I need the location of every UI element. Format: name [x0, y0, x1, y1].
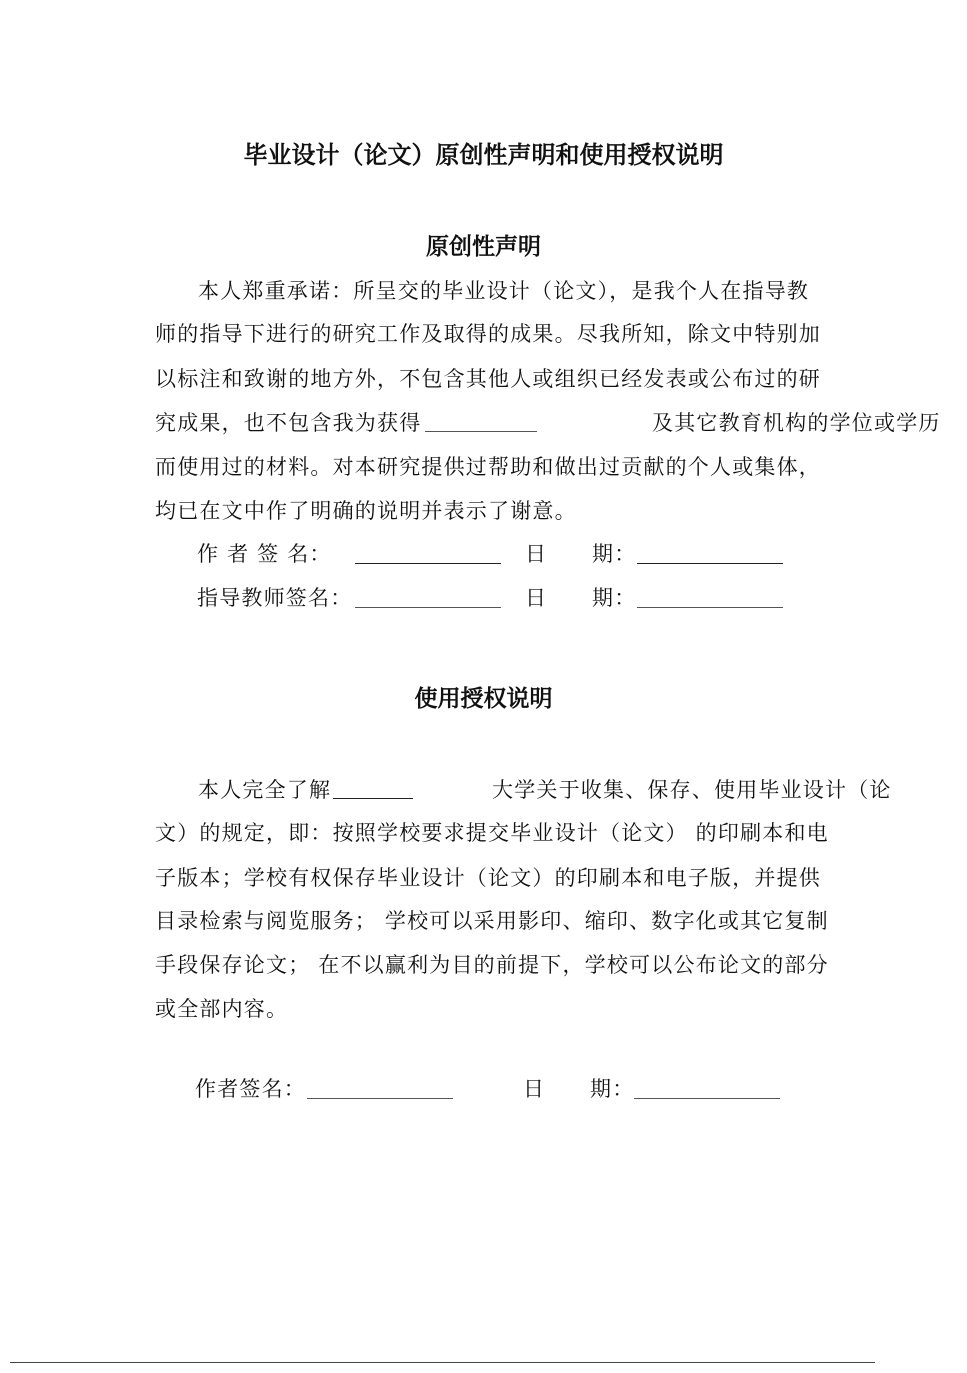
advisor-signature-field[interactable]	[355, 607, 501, 608]
paragraph-line: 手段保存论文； 在不以赢利为目的前提下，学校可以公布论文的部分	[155, 953, 829, 977]
date-label-period: 期：	[592, 542, 637, 566]
date-label-day: 日	[525, 542, 548, 566]
date-label-period: 期：	[590, 1077, 635, 1101]
date-label-day: 日	[525, 586, 548, 610]
paragraph-line: 目录检索与阅览服务； 学校可以采用影印、缩印、数字化或其它复制	[155, 909, 829, 933]
date-label-period: 期：	[592, 586, 637, 610]
paragraph-line: 本人郑重承诺：所呈交的毕业设计（论文），是我个人在指导教	[198, 279, 810, 303]
author-date-field[interactable]	[634, 1098, 780, 1099]
advisor-date-field[interactable]	[637, 607, 783, 608]
document-title: 毕业设计（论文）原创性声明和使用授权说明	[243, 141, 724, 169]
date-label-day: 日	[523, 1077, 546, 1101]
author-signature-label: 作 者 签 名：	[197, 542, 332, 566]
paragraph-line: 究成果，也不包含我为获得	[155, 411, 422, 435]
footer-divider	[10, 1362, 875, 1363]
author-date-field[interactable]	[637, 563, 783, 564]
originality-heading: 原创性声明	[426, 234, 541, 260]
paragraph-line: 以标注和致谢的地方外，不包含其他人或组织已经发表或公布过的研	[155, 367, 821, 391]
paragraph-line: 而使用过的材料。对本研究提供过帮助和做出过贡献的个人或集体，	[155, 455, 821, 479]
paragraph-line: 大学关于收集、保存、使用毕业设计（论	[492, 778, 892, 802]
authorization-heading: 使用授权说明	[414, 686, 553, 712]
paragraph-line: 子版本；学校有权保存毕业设计（论文）的印刷本和电子版，并提供	[155, 866, 821, 890]
paragraph-line: 及其它教育机构的学位或学历	[652, 411, 941, 435]
author-signature-field[interactable]	[355, 563, 501, 564]
paragraph-line: 均已在文中作了明确的说明并表示了谢意。	[155, 499, 577, 523]
advisor-signature-label: 指导教师签名：	[197, 586, 353, 610]
paragraph-line: 或全部内容。	[155, 997, 289, 1021]
paragraph-line: 师的指导下进行的研究工作及取得的成果。尽我所知，除文中特别加	[155, 322, 821, 346]
author-signature-field[interactable]	[307, 1098, 453, 1099]
paragraph-line: 本人完全了解	[198, 778, 332, 802]
paragraph-line: 文）的规定，即：按照学校要求提交毕业设计（论文） 的印刷本和电	[155, 821, 829, 845]
university-blank[interactable]	[333, 798, 413, 799]
author-signature-label: 作者签名：	[195, 1077, 306, 1101]
institution-blank[interactable]	[425, 431, 537, 432]
